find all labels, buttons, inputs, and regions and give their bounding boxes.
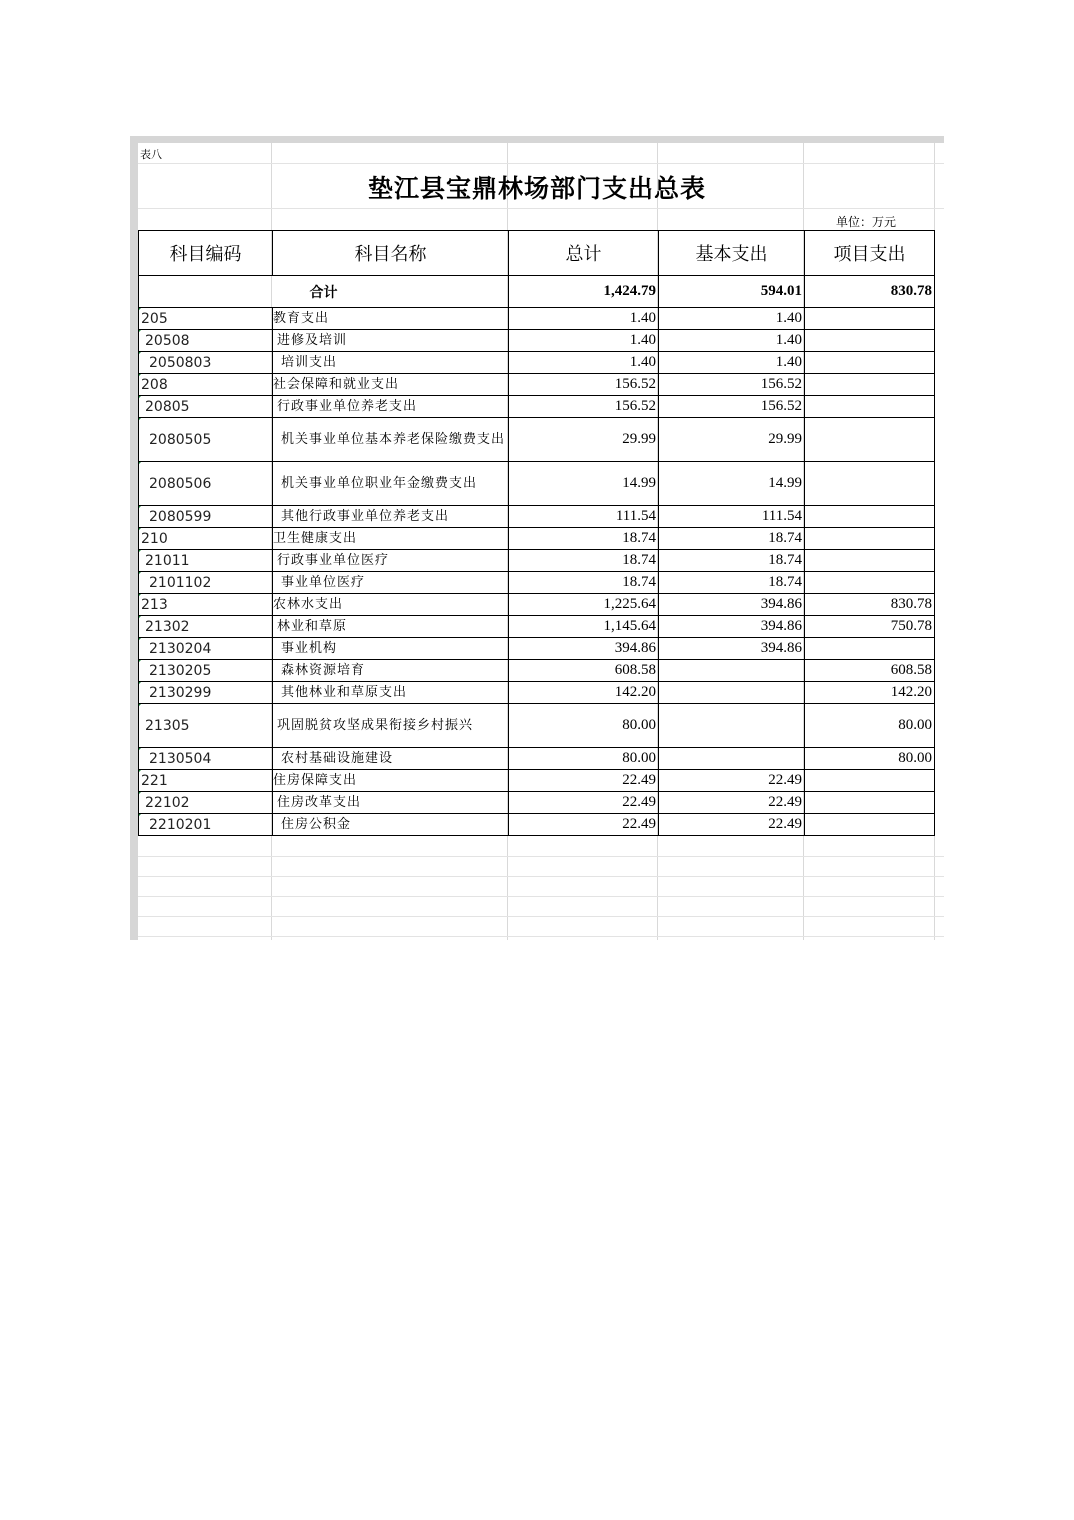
row-total: 80.00 xyxy=(509,748,659,770)
row-total: 156.52 xyxy=(509,374,659,396)
row-basic: 1.40 xyxy=(659,352,805,374)
table-row xyxy=(139,616,935,638)
row-basic: 22.49 xyxy=(659,814,805,836)
row-basic xyxy=(659,660,805,682)
row-basic: 1.40 xyxy=(659,308,805,330)
row-name: 林业和草原 xyxy=(273,616,509,638)
row-code: 2210201 xyxy=(139,814,273,836)
grid-line xyxy=(138,916,944,917)
row-name: 进修及培训 xyxy=(273,330,509,352)
header-name: 科目名称 xyxy=(273,231,509,276)
row-basic: 18.74 xyxy=(659,528,805,550)
row-project: 750.78 xyxy=(805,616,935,638)
table-row xyxy=(139,308,935,330)
row-name: 其他行政事业单位养老支出 xyxy=(273,506,509,528)
table-row xyxy=(139,550,935,572)
row-name: 机关事业单位职业年金缴费支出 xyxy=(273,462,509,506)
row-basic: 394.86 xyxy=(659,616,805,638)
row-name: 培训支出 xyxy=(273,352,509,374)
table-row xyxy=(139,704,935,748)
row-code: 205 xyxy=(139,308,273,330)
table-row xyxy=(139,396,935,418)
header-code: 科目编码 xyxy=(139,231,273,276)
row-total: 18.74 xyxy=(509,572,659,594)
row-basic xyxy=(659,748,805,770)
row-total: 394.86 xyxy=(509,638,659,660)
table-row xyxy=(139,330,935,352)
row-project xyxy=(805,638,935,660)
row-project xyxy=(805,330,935,352)
table-row xyxy=(139,506,935,528)
row-total: 14.99 xyxy=(509,462,659,506)
row-total: 1.40 xyxy=(509,352,659,374)
table-row xyxy=(139,572,935,594)
row-project xyxy=(805,550,935,572)
grid-line xyxy=(138,208,944,209)
row-basic: 18.74 xyxy=(659,572,805,594)
row-project xyxy=(805,506,935,528)
row-code: 2080505 xyxy=(139,418,273,462)
row-code: 2050803 xyxy=(139,352,273,374)
table-row xyxy=(139,638,935,660)
row-basic: 22.49 xyxy=(659,792,805,814)
table-row xyxy=(139,792,935,814)
row-project xyxy=(805,792,935,814)
row-code: 2130204 xyxy=(139,638,273,660)
row-name: 巩固脱贫攻坚成果衔接乡村振兴 xyxy=(273,704,509,748)
row-code: 208 xyxy=(139,374,273,396)
row-project xyxy=(805,770,935,792)
row-code: 2130205 xyxy=(139,660,273,682)
table-row xyxy=(139,374,935,396)
table-row xyxy=(139,748,935,770)
row-name: 行政事业单位医疗 xyxy=(273,550,509,572)
header-basic: 基本支出 xyxy=(659,231,805,276)
row-name: 住房公积金 xyxy=(273,814,509,836)
row-basic: 29.99 xyxy=(659,418,805,462)
row-name: 行政事业单位养老支出 xyxy=(273,396,509,418)
row-code: 2080599 xyxy=(139,506,273,528)
row-code: 20508 xyxy=(139,330,273,352)
row-code: 21302 xyxy=(139,616,273,638)
row-total: 18.74 xyxy=(509,550,659,572)
row-project: 80.00 xyxy=(805,748,935,770)
row-project xyxy=(805,462,935,506)
row-name: 住房改革支出 xyxy=(273,792,509,814)
row-project xyxy=(805,308,935,330)
row-project xyxy=(805,528,935,550)
row-basic xyxy=(659,682,805,704)
row-name: 事业机构 xyxy=(273,638,509,660)
expenditure-table xyxy=(138,230,935,836)
table-row xyxy=(139,814,935,836)
header-project: 项目支出 xyxy=(805,231,935,276)
row-name: 农林水支出 xyxy=(273,594,509,616)
row-total: 1.40 xyxy=(509,308,659,330)
row-total: 1,225.64 xyxy=(509,594,659,616)
sheet-row-header-bar xyxy=(130,136,138,940)
page-title: 垫江县宝鼎林场部门支出总表 xyxy=(367,174,706,203)
row-total: 22.49 xyxy=(509,792,659,814)
sheet-label: 表八 xyxy=(140,148,162,161)
row-basic: 22.49 xyxy=(659,770,805,792)
row-total: 111.54 xyxy=(509,506,659,528)
table-row xyxy=(139,528,935,550)
grid-line xyxy=(138,163,944,164)
row-code: 213 xyxy=(139,594,273,616)
total-project: 830.78 xyxy=(805,276,935,308)
row-project: 608.58 xyxy=(805,660,935,682)
row-basic: 394.86 xyxy=(659,638,805,660)
row-project xyxy=(805,352,935,374)
row-basic: 14.99 xyxy=(659,462,805,506)
total-label: 合计 xyxy=(139,276,509,308)
row-name: 住房保障支出 xyxy=(273,770,509,792)
row-code: 20805 xyxy=(139,396,273,418)
grid-line xyxy=(138,876,944,877)
table-body xyxy=(139,276,935,836)
total-total: 1,424.79 xyxy=(509,276,659,308)
row-total: 18.74 xyxy=(509,528,659,550)
header-row xyxy=(139,231,935,276)
unit-label: 单位：万元 xyxy=(836,215,897,229)
sheet-top-border xyxy=(130,136,944,143)
row-basic xyxy=(659,704,805,748)
row-total: 608.58 xyxy=(509,660,659,682)
row-name: 卫生健康支出 xyxy=(273,528,509,550)
grid-line xyxy=(138,936,944,937)
row-code: 2080506 xyxy=(139,462,273,506)
row-total: 22.49 xyxy=(509,814,659,836)
row-total: 142.20 xyxy=(509,682,659,704)
row-project xyxy=(805,374,935,396)
row-total: 156.52 xyxy=(509,396,659,418)
row-name: 事业单位医疗 xyxy=(273,572,509,594)
table-row xyxy=(139,594,935,616)
row-basic: 1.40 xyxy=(659,330,805,352)
table-row xyxy=(139,418,935,462)
row-name: 农村基础设施建设 xyxy=(273,748,509,770)
row-project: 80.00 xyxy=(805,704,935,748)
row-code: 210 xyxy=(139,528,273,550)
row-name: 社会保障和就业支出 xyxy=(273,374,509,396)
row-basic: 156.52 xyxy=(659,396,805,418)
row-code: 2130299 xyxy=(139,682,273,704)
row-total: 1.40 xyxy=(509,330,659,352)
row-basic: 111.54 xyxy=(659,506,805,528)
row-code: 21011 xyxy=(139,550,273,572)
row-project xyxy=(805,418,935,462)
row-project: 830.78 xyxy=(805,594,935,616)
row-code: 2101102 xyxy=(139,572,273,594)
grid-line xyxy=(138,856,944,857)
row-code: 22102 xyxy=(139,792,273,814)
row-basic: 18.74 xyxy=(659,550,805,572)
row-basic: 394.86 xyxy=(659,594,805,616)
table-row xyxy=(139,660,935,682)
row-total: 29.99 xyxy=(509,418,659,462)
row-basic: 156.52 xyxy=(659,374,805,396)
row-project: 142.20 xyxy=(805,682,935,704)
row-name: 教育支出 xyxy=(273,308,509,330)
total-row xyxy=(139,276,935,308)
grid-line xyxy=(138,896,944,897)
row-project xyxy=(805,814,935,836)
row-project xyxy=(805,396,935,418)
row-total: 22.49 xyxy=(509,770,659,792)
row-name: 森林资源培育 xyxy=(273,660,509,682)
row-project xyxy=(805,572,935,594)
header-total: 总计 xyxy=(509,231,659,276)
table-row xyxy=(139,462,935,506)
row-total: 1,145.64 xyxy=(509,616,659,638)
row-code: 221 xyxy=(139,770,273,792)
table-row xyxy=(139,352,935,374)
row-total: 80.00 xyxy=(509,704,659,748)
row-code: 21305 xyxy=(139,704,273,748)
total-basic: 594.01 xyxy=(659,276,805,308)
row-name: 其他林业和草原支出 xyxy=(273,682,509,704)
table-row xyxy=(139,770,935,792)
row-name: 机关事业单位基本养老保险缴费支出 xyxy=(273,418,509,462)
row-code: 2130504 xyxy=(139,748,273,770)
table-row xyxy=(139,682,935,704)
